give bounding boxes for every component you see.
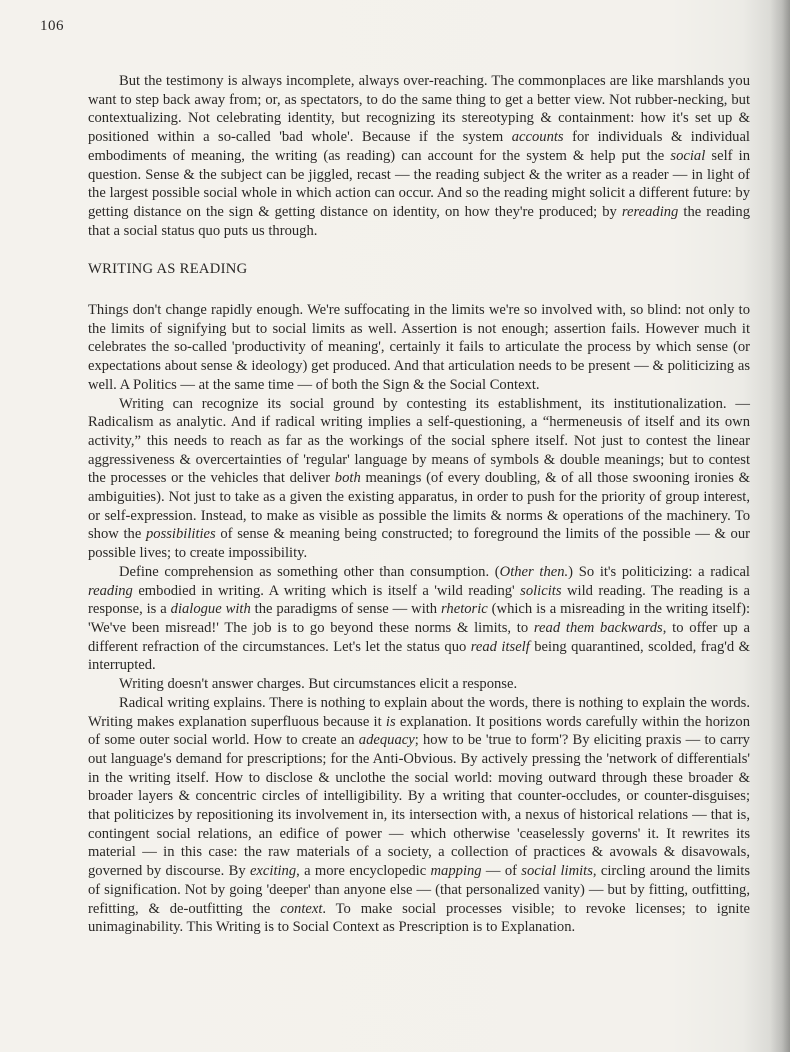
text-run: Writing doesn't answer charges. But circumstances elicit a response. <box>119 676 518 693</box>
paragraph <box>88 395 750 563</box>
intro-paragraphs <box>88 72 750 240</box>
section-heading: WRITING AS READING <box>88 261 248 278</box>
text-run: wild reading. The reading is a response, is a <box>88 582 751 618</box>
text-run: Define comprehension as something other than consumption. ( <box>119 563 500 580</box>
paragraph <box>88 675 750 694</box>
text-run: . To make social processes visible; to revoke licenses; to ignite unimaginability. This Writing is to Social Context as Prescription is to Explanation. <box>88 900 751 936</box>
page-gutter-shadow <box>770 0 790 1052</box>
italic-text: read them backwards <box>533 619 663 636</box>
text-run: embodied in writing. A writing which is itself a 'wild reading' <box>132 582 521 599</box>
text-run: But the testimony is always incomplete, always over-reaching. The commonplaces are like marshlands you want to step back away from; or, as spectators, to do the same thing to get a better view. Not rubber-necking, but contextualizing. Not celebrating identity, but recognizing its stereotyping & containment: how it's set up & positioned within a so-called 'bad whole'. Because if the system <box>88 73 750 146</box>
italic-text: solicits <box>520 582 562 599</box>
paragraph <box>88 72 750 240</box>
text-run: of sense & meaning being constructed; to foreground the limits of the possible — & our possible lives; to create impossibility. <box>88 526 750 562</box>
text-run: (which is a misreading in the writing itself): 'We've been misread!' The job is to go beyond these norms & limits, to <box>88 601 751 636</box>
text-run: ; how to be 'true to form'? By eliciting praxis — to carry out language's demand for prescriptions; for the Anti-Obvious. By actively pressing the 'network of differentials' in the writing itself. How to disclose & unclothe the social world: moving outward through these broader & broader layers & concentric circles of intelligibility. By a writing that counter-occludes, or counter-disguises; that politicizes by repositioning its involvement in, its intersection with, a nexus of historical relations — that is, contingent social relations, an edifice of power — which otherwise 'ceaselessly governs' it. It rewrites its material — in this case: the raw materials of a society, a collection of practices & avowals & disavowals, governed by discourse. By <box>88 732 750 880</box>
text-run: — of <box>481 863 522 880</box>
paragraph <box>88 694 750 937</box>
text-run: Writing can recognize its social ground by contesting its establishment, its institutionalization. — Radicalism as analytic. And if radical writing implies a self-questioning, a “hermeneusis of itself and its own activity,” this needs to reach as far as the workings of the social sphere itself. Not just to contest the linear aggressiveness & overcertainties of 'regular' language by means of symbols & double meanings; but to contest the processes or the vehicles that deliver <box>88 395 750 487</box>
italic-text: social limits <box>521 863 593 880</box>
text-run: the reading that a social status quo puts us through. <box>88 203 751 239</box>
italic-text: Other then. <box>499 563 569 580</box>
italic-text: rhetoric <box>441 601 488 618</box>
text-run: , to offer up a different refraction of the circumstances. Let's let the status quo <box>88 619 750 655</box>
text-run: , circling around the limits of signification. Not by going 'deeper' than anyone else — (that personalized vanity) — but by fitting, outfitting, refitting, & de-outfitting the <box>88 863 751 917</box>
page-number: 106 <box>40 18 64 34</box>
section-paragraphs <box>88 301 750 937</box>
italic-text: dialogue with <box>170 601 251 618</box>
italic-text: possibilities <box>145 526 216 543</box>
italic-text: reading <box>88 582 133 599</box>
italic-text: adequacy <box>358 732 415 749</box>
text-run: for individuals & individual embodiments of meaning, the writing (as reading) can account for the system & help put the <box>88 129 750 164</box>
italic-text: social <box>670 147 706 164</box>
italic-text: exciting <box>249 863 297 880</box>
italic-text: read itself <box>470 638 530 655</box>
italic-text: context <box>280 900 323 917</box>
text-run: Radical writing explains. There is nothing to explain about the words, there is nothing to explain the words. Writing makes explanation superfluous because it <box>88 694 750 730</box>
italic-text: rereading <box>621 203 679 220</box>
text-run: meanings (of every doubling, & of all those swooning ironies & ambiguities). Not just to take as a given the existing apparatus, in order to push for the priority of group interest, or self-expression. Instead, to make as visible as possible the limits & norms & operations of the machinery. To show the <box>88 470 750 543</box>
text-run: being quarantined, scolded, frag'd & interrupted. <box>88 638 750 674</box>
italic-text: both <box>334 470 361 487</box>
italic-text: mapping <box>430 863 482 880</box>
paragraph <box>88 301 750 395</box>
italic-text: accounts <box>511 129 564 146</box>
text-run: , a more encyclopedic <box>296 863 431 880</box>
paragraph <box>88 563 750 675</box>
text-run: self in question. Sense & the subject can be jiggled, recast — the reading subject & the writer as a reader — in light of the largest possible social whole in which action can occur. And so the reading might solicit a different future: by getting distance on the sign & getting distance on identity, on how they're produced; by <box>88 147 750 220</box>
text-run: explanation. It positions words carefully within the horizon of some outer social world. How to create an <box>88 713 750 749</box>
text-run: Things don't change rapidly enough. We're suffocating in the limits we're so involved with, so blind: not only to the limits of signifying but to social limits as well. Assertion is not enough; assertion fails. However much it celebrates the so-called 'productivity of meaning', certainly it fails to articulate the process by which sense (or expectations about sense & ideology) get produced. And that articulation needs to be present — & politicizing as well. A Politics — at the same time — of both the Sign & the Social Context. <box>88 302 750 393</box>
italic-text: is <box>385 713 396 730</box>
body-text <box>88 72 750 937</box>
text-run: ) So it's politicizing: a radical <box>568 563 750 580</box>
text-run: the paradigms of sense — with <box>250 601 442 618</box>
